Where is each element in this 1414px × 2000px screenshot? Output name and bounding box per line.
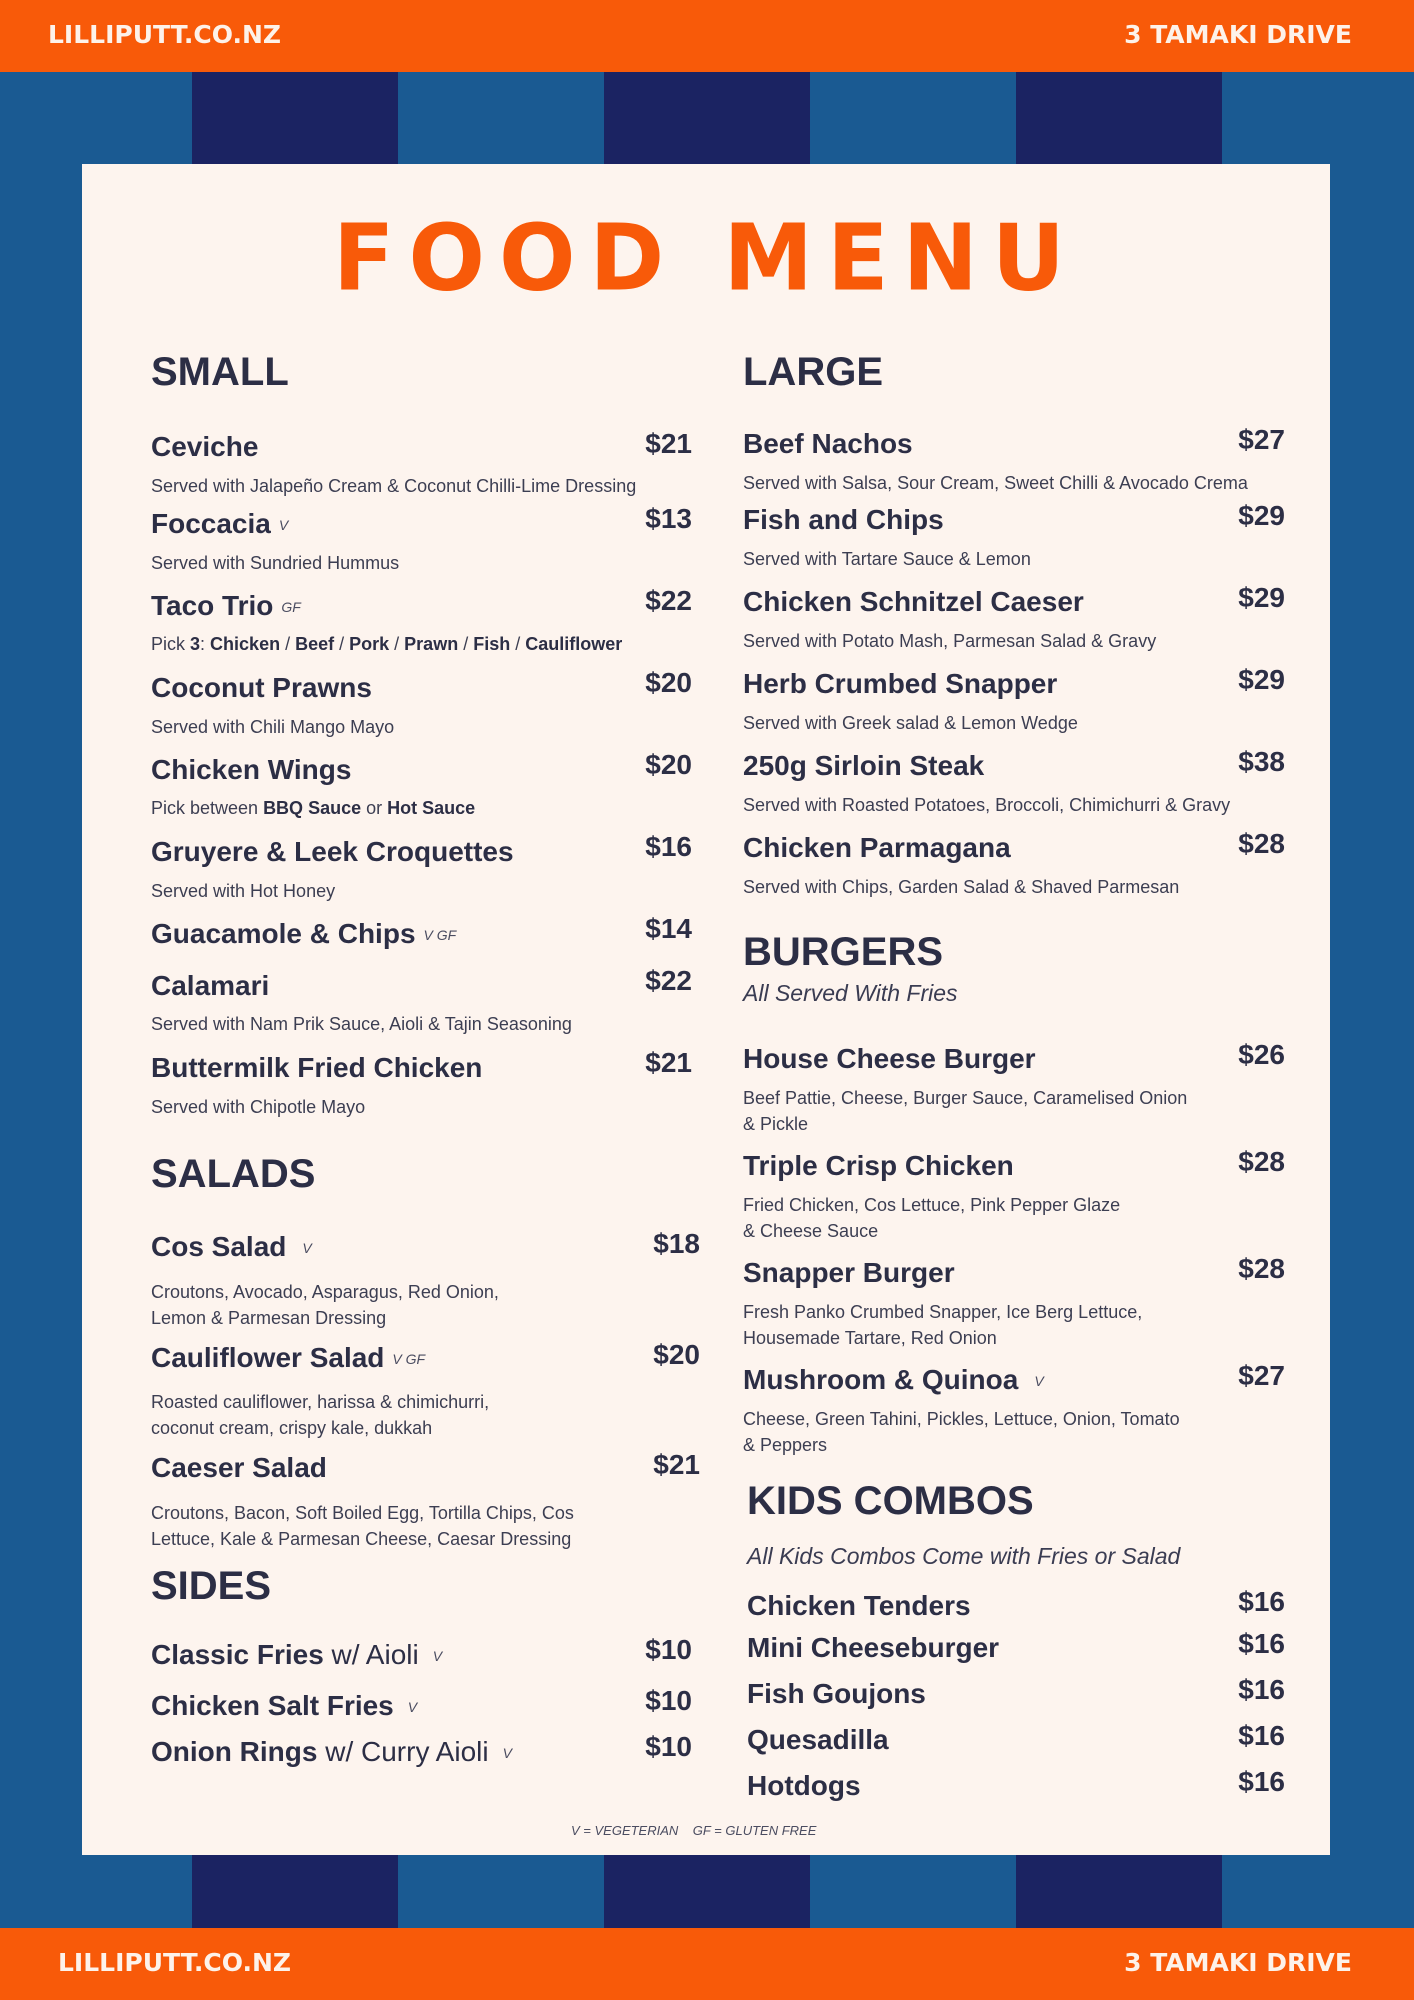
section-heading-burgers: BURGERS [743,930,944,974]
menu-item-price: $20 [645,667,692,698]
menu-item-desc: Fried Chicken, Cos Lettuce, Pink Pepper Glaze [743,1195,1121,1215]
menu-item-name: Chicken Schnitzel Caeser [743,586,1084,617]
menu-card [82,164,1330,1855]
decor-stripe [1016,1855,1222,1928]
menu-item-name: Snapper Burger [743,1257,955,1288]
diet-tag: GF [281,599,301,615]
decor-stripe [604,1855,810,1928]
menu-item-name: Taco Trio GF [151,590,301,621]
menu-item-price: $16 [1238,1586,1285,1617]
menu-item-desc: Housemade Tartare, Red Onion [743,1328,997,1348]
menu-item-name: Triple Crisp Chicken [743,1150,1014,1181]
diet-tag: V GF [423,927,457,943]
menu-item-price: $21 [645,428,692,459]
menu-item-price: $28 [1238,1253,1285,1284]
menu-item-name: Buttermilk Fried Chicken [151,1052,483,1083]
diet-tag: V [302,1240,312,1256]
menu-item-price: $29 [1238,500,1285,531]
site-url[interactable]: LILLIPUTT.CO.NZ [48,20,281,49]
menu-item-desc: Roasted cauliflower, harissa & chimichurri, [151,1392,490,1412]
header-bar [0,0,1414,72]
menu-item-price: $16 [1238,1766,1285,1797]
menu-item-price: $13 [645,503,692,534]
menu-item-name: Quesadilla [747,1724,889,1755]
menu-item-desc: Served with Chips, Garden Salad & Shaved Parmesan [743,877,1180,897]
menu-item-price: $16 [1238,1720,1285,1751]
menu-item-price: $28 [1238,828,1285,859]
menu-item-price: $29 [1238,582,1285,613]
menu-item-desc: & Peppers [743,1435,828,1455]
menu-item-name: Ceviche [151,431,259,462]
menu-item-desc: Served with Salsa, Sour Cream, Sweet Chilli & Avocado Crema [743,473,1248,493]
menu-item-desc: Served with Tartare Sauce & Lemon [743,549,1031,569]
section-heading-kids: KIDS COMBOS [747,1479,1034,1523]
address: 3 TAMAKI DRIVE [1124,20,1352,49]
menu-item-name: Coconut Prawns [151,672,372,703]
menu-item-name: Herb Crumbed Snapper [743,668,1058,699]
menu-item-price: $26 [1238,1039,1285,1070]
menu-item-price: $10 [645,1731,692,1762]
menu-item-name: Chicken Wings [151,754,352,785]
section-heading-large: LARGE [743,350,883,394]
menu-item-price: $27 [1238,1360,1285,1391]
menu-item-desc: Served with Chipotle Mayo [151,1097,366,1117]
menu-item-name: 250g Sirloin Steak [743,750,985,781]
menu-item-desc: Served with Hot Honey [151,881,336,901]
menu-item-price: $27 [1238,424,1285,455]
menu-item-desc: Served with Potato Mash, Parmesan Salad & Gravy [743,631,1157,651]
diet-tag: V [502,1745,512,1761]
menu-item-desc: Fresh Panko Crumbed Snapper, Ice Berg Lettuce, [743,1302,1143,1322]
diet-tag: V GF [392,1351,426,1367]
menu-item-name: Mushroom & Quinoa V [743,1364,1044,1395]
menu-item-price: $16 [1238,1674,1285,1705]
menu-item-price: $21 [653,1449,700,1480]
menu-item-price: $38 [1238,746,1285,777]
decor-stripe [1016,72,1222,164]
menu-item-desc: Served with Greek salad & Lemon Wedge [743,713,1078,733]
decor-stripe [192,1855,398,1928]
menu-item-desc: Served with Jalapeño Cream & Coconut Chilli-Lime Dressing [151,476,637,496]
menu-item-name: Classic Fries w/ Aioli V [151,1639,443,1670]
menu-item-price: $22 [645,965,692,996]
menu-item-name: Beef Nachos [743,428,913,459]
menu-item-price: $16 [645,831,692,862]
menu-item-desc: Pick 3: Chicken / Beef / Pork / Prawn / Fish / Cauliflower [151,634,623,654]
diet-legend: V = VEGETERIAN GF = GLUTEN FREE [571,1823,817,1838]
menu-item-name: Caeser Salad [151,1452,327,1483]
site-url[interactable]: LILLIPUTT.CO.NZ [58,1948,291,1977]
menu-item-price: $22 [645,585,692,616]
section-heading-small: SMALL [151,350,289,394]
menu-item-desc: Cheese, Green Tahini, Pickles, Lettuce, Onion, Tomato [743,1409,1180,1429]
diet-tag: V [1034,1373,1044,1389]
menu-item-price: $29 [1238,664,1285,695]
menu-item-desc: & Pickle [743,1114,809,1134]
menu-item-price: $18 [653,1228,700,1259]
menu-item-name: Fish Goujons [747,1678,926,1709]
menu-item-desc: Lemon & Parmesan Dressing [151,1308,387,1328]
section-subtitle: All Kids Combos Come with Fries or Salad [747,1543,1181,1569]
section-heading-sides: SIDES [151,1564,272,1608]
menu-item-desc: Beef Pattie, Cheese, Burger Sauce, Caramelised Onion [743,1088,1188,1108]
menu-item-name: Foccacia V [151,508,289,539]
section-heading-salads: SALADS [151,1152,316,1196]
menu-item-name: Chicken Salt Fries V [151,1690,418,1721]
menu-item-desc: Served with Sundried Hummus [151,553,400,573]
menu-item-desc: & Cheese Sauce [743,1221,879,1241]
menu-item-name: Chicken Tenders [747,1590,971,1621]
diet-tag: V [432,1648,443,1664]
diet-tag: V [278,517,289,533]
menu-item-name: Onion Rings w/ Curry Aioli V [151,1736,512,1767]
menu-item-name: Cauliflower Salad V GF [151,1342,426,1373]
menu-item-price: $21 [645,1047,692,1078]
menu-item-desc: Croutons, Bacon, Soft Boiled Egg, Tortilla Chips, Cos [151,1503,574,1523]
menu-item-name: Hotdogs [747,1770,861,1801]
diet-tag: V [407,1699,418,1715]
section-subtitle: All Served With Fries [743,980,958,1006]
menu-item-name: Calamari [151,970,270,1001]
decor-stripe [604,72,810,164]
menu-item-price: $20 [645,749,692,780]
address: 3 TAMAKI DRIVE [1124,1948,1352,1977]
menu-item-name: Cos Salad V [151,1231,312,1262]
menu-item-price: $10 [645,1634,692,1665]
menu-item-name: Fish and Chips [743,504,944,535]
footer-bar [0,1928,1414,2000]
menu-item-price: $28 [1238,1146,1285,1177]
menu-item-name: Gruyere & Leek Croquettes [151,836,514,867]
menu-item-price: $16 [1238,1628,1285,1659]
menu-item-desc: Pick between BBQ Sauce or Hot Sauce [151,798,476,818]
menu-item-desc: Lettuce, Kale & Parmesan Cheese, Caesar Dressing [151,1529,572,1549]
menu-item-price: $10 [645,1685,692,1716]
decor-stripe [192,72,398,164]
menu-item-desc: coconut cream, crispy kale, dukkah [151,1418,433,1438]
menu-item-name: Mini Cheeseburger [747,1632,1000,1663]
menu-item-desc: Served with Nam Prik Sauce, Aioli & Tajin Seasoning [151,1014,572,1034]
menu-item-price: $14 [645,913,692,944]
menu-item-name: Guacamole & Chips V GF [151,918,457,949]
menu-title: FOOD MENU [333,204,1079,313]
menu-item-price: $20 [653,1339,700,1370]
menu-item-name: House Cheese Burger [743,1043,1036,1074]
menu-item-desc: Served with Chili Mango Mayo [151,717,395,737]
menu-item-desc: Croutons, Avocado, Asparagus, Red Onion, [151,1282,499,1302]
menu-item-name: Chicken Parmagana [743,832,1011,863]
menu-item-desc: Served with Roasted Potatoes, Broccoli, Chimichurri & Gravy [743,795,1231,815]
